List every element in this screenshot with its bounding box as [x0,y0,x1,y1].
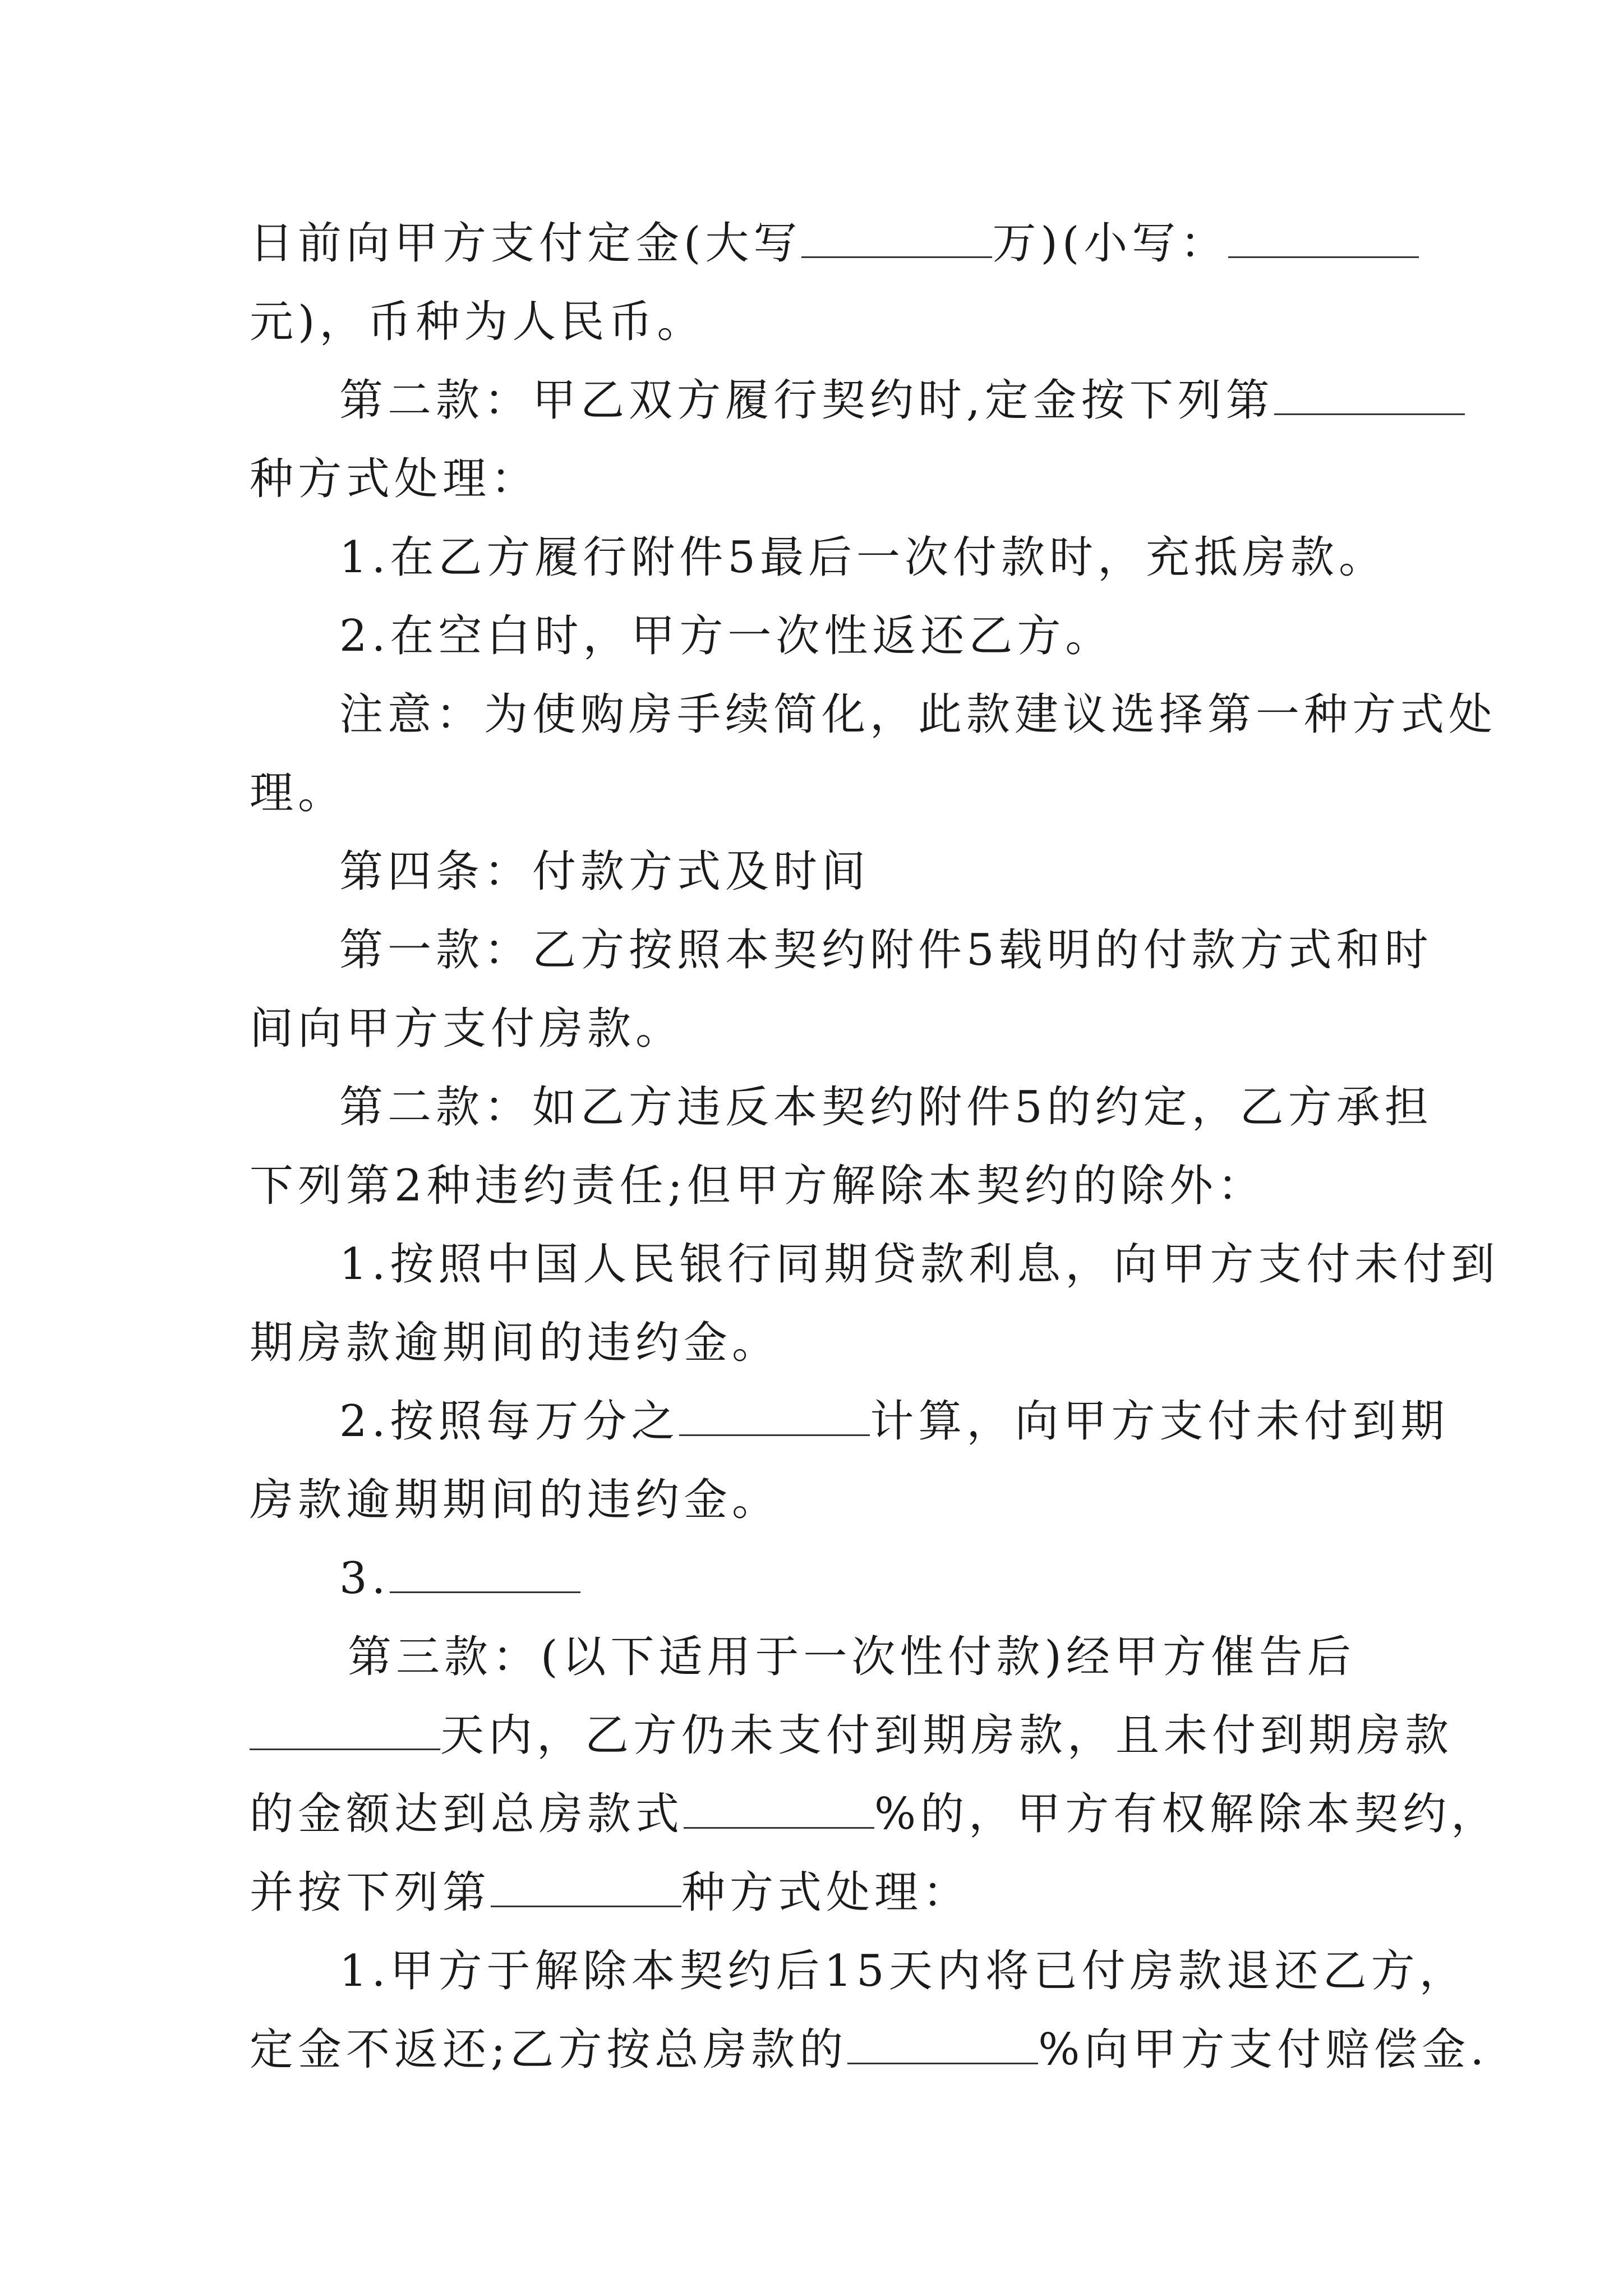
text-segment: 定金不返还;乙方按总房款的 [250,2024,848,2075]
text-segment: 下列第2种违约责任;但甲方解除本契约的除外： [250,1161,1266,1211]
text-line [339,375,1465,426]
text-line [250,1318,781,1368]
text-segment: 2.在空白时，甲方一次性返还乙方。 [339,611,1114,661]
text-segment: 3. [339,1553,390,1604]
blank-field [679,1400,870,1436]
text-segment: 2.按照每万分之 [339,1396,680,1447]
text-segment: 天内，乙方仍未支付到期房款，且未付到期房款 [440,1710,1454,1761]
text-segment: 的金额达到总房款式 [250,1789,684,1839]
text-segment: 第二款：如乙方违反本契约附件5的约定，乙方承担 [339,1082,1433,1133]
text-segment: 1.按照中国人民银行同期贷款利息，向甲方支付未付到 [339,1239,1500,1290]
text-line [339,846,870,897]
text-segment: 种方式处理： [681,1867,971,1918]
text-line [250,768,347,818]
text-line [250,454,540,504]
text-segment: 日前向甲方支付定金(大写 [250,218,802,269]
text-line [250,1475,781,1525]
text-line [339,1553,580,1604]
text-segment: 注意：为使购房手续简化，此款建议选择第一种方式处 [339,689,1497,740]
blank-field [847,2028,1038,2064]
text-line [339,925,1433,976]
blank-field [491,1871,681,1907]
text-segment: %的，甲方有权解除本契约， [874,1789,1500,1839]
blank-field [684,1792,874,1829]
text-line [250,218,1419,269]
text-line [339,1082,1433,1133]
text-segment: 理。 [250,768,347,818]
text-segment: 间向甲方支付房款。 [250,1004,684,1054]
text-line [250,297,706,347]
text-segment: 计算，向甲方支付未付到期 [870,1396,1449,1447]
text-segment: 万)(小写： [992,218,1229,269]
text-line [250,1789,1500,1839]
text-line [339,1946,1468,1996]
text-line [348,1632,1355,1682]
text-segment: 并按下列第 [250,1867,491,1918]
text-line [250,1004,684,1054]
blank-field [250,1714,440,1750]
blank-field [1274,379,1465,415]
text-segment: 第四条：付款方式及时间 [339,846,870,897]
text-line [339,611,1114,661]
text-line [250,2024,1489,2075]
blank-field [1228,222,1419,258]
text-line [339,1239,1500,1290]
text-segment: 1.甲方于解除本契约后15天内将已付房款退还乙方， [339,1946,1468,1996]
text-line [250,1161,1266,1211]
text-line [339,1396,1449,1447]
text-segment: 1.在乙方履行附件5最后一次付款时，充抵房款。 [339,532,1387,583]
text-segment: 元)，币种为人民币。 [250,297,706,347]
blank-field [390,1557,580,1593]
text-segment: 第二款：甲乙双方履行契约时,定金按下列第 [339,375,1274,426]
text-segment: 种方式处理： [250,454,540,504]
text-line [339,689,1497,740]
text-segment: 期房款逾期间的违约金。 [250,1318,781,1368]
text-segment: %向甲方支付赔偿金. [1038,2024,1489,2075]
text-line [339,532,1387,583]
blank-field [801,222,992,258]
text-segment: 第三款：(以下适用于一次性付款)经甲方催告后 [348,1632,1355,1682]
text-line [250,1867,971,1918]
text-segment: 房款逾期期间的违约金。 [250,1475,781,1525]
text-line [250,1710,1454,1761]
text-segment: 第一款：乙方按照本契约附件5载明的付款方式和时 [339,925,1433,976]
